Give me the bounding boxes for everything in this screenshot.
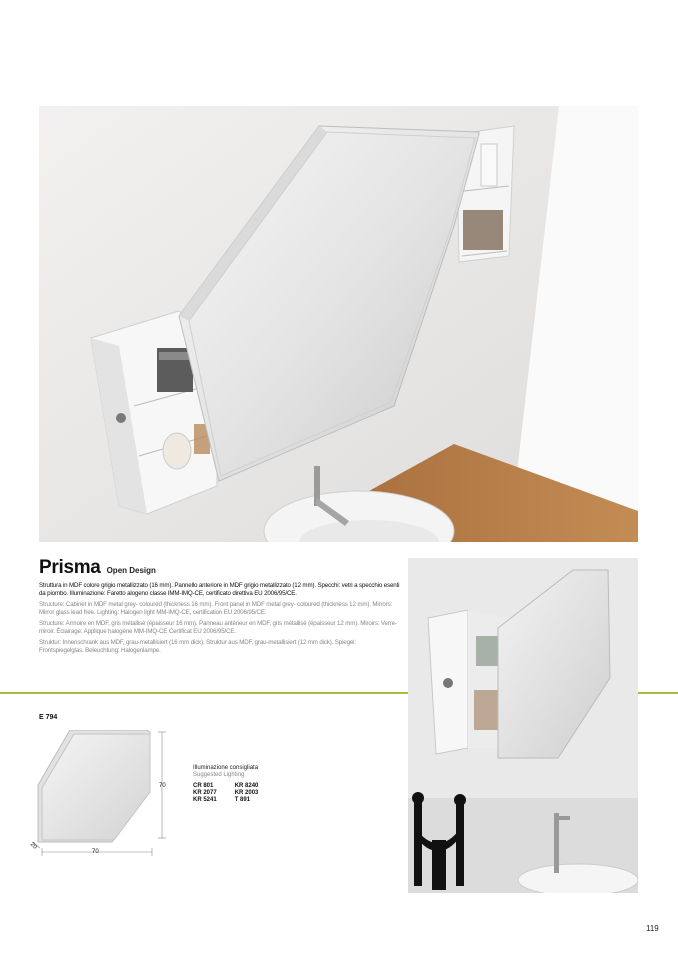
lighting-title: Illuminazione consigliata <box>193 765 259 771</box>
product-heading <box>39 557 399 579</box>
secondary-product-photo <box>408 558 638 893</box>
table-row <box>193 790 276 797</box>
lighting-subtitle: Suggested Lighting <box>193 772 245 778</box>
page-number: 119 <box>646 924 659 933</box>
lighting-code: CR 801 <box>193 783 214 789</box>
product-line: Open Design <box>106 566 156 575</box>
lighting-code: T 891 <box>234 797 251 803</box>
dimension-width: 70 <box>92 849 99 855</box>
lighting-code: KR 2003 <box>234 790 259 796</box>
divider-right <box>638 692 678 694</box>
lighting-codes-table <box>193 783 276 804</box>
dimension-height: 70 <box>159 783 166 789</box>
suggested-lighting <box>193 765 276 804</box>
main-product-photo <box>39 106 638 542</box>
description-italian: Struttura in MDF colore grigio metallizzato (16 mm). Pannello anteriore in MDF grigio metallizzato (12 mm). Specchi: vetri a specchio esenti da piombo. Illuminazione: Faretto alogeno classe IMM-IMQ-CE, certificato direttiva EU 2006/95/CE. <box>39 582 400 597</box>
product-description <box>39 582 401 658</box>
table-row <box>193 797 276 804</box>
technical-drawing <box>30 730 170 860</box>
description-french: Structure: Armoire en MDF, gris métallisé (épaisseur 16 mm). Panneau antérieur en MDF, gris métallisé (épaisseur 12 mm). Miroirs: Verre-miroir. Éclairage: Applique halogène MM-IMQ-CE Certificat EU 2006/95/CE. <box>39 620 397 635</box>
lighting-code: KR 8240 <box>234 783 259 789</box>
description-english: Structure: Cabinet in MDF metal grey- coloured (thickness 16 mm). Front panel in MDF metal grey- coloured (thickness 12 mm). Mirrors: Mirror glass lead free. Lighting: Halogen light MM-IMQ-CE, certification EU 2006/95/CE. <box>39 601 393 616</box>
lighting-code: KR 5241 <box>193 797 217 803</box>
product-code: E 794 <box>39 714 58 721</box>
description-german: Struktur: Innenschrank aus MDF, grau-metallisiert (16 mm dick). Struktur aus MDF, grau-metallisiert (12 mm dick). Spiegel: Frontspiegelglas. Beleuchtung: Halogenlampe. <box>39 639 356 654</box>
lighting-code: KR 2077 <box>193 790 217 796</box>
divider-left <box>0 692 408 694</box>
dimension-depth: 20 <box>28 841 38 851</box>
table-row <box>193 783 276 790</box>
product-title: Prisma <box>39 557 101 578</box>
